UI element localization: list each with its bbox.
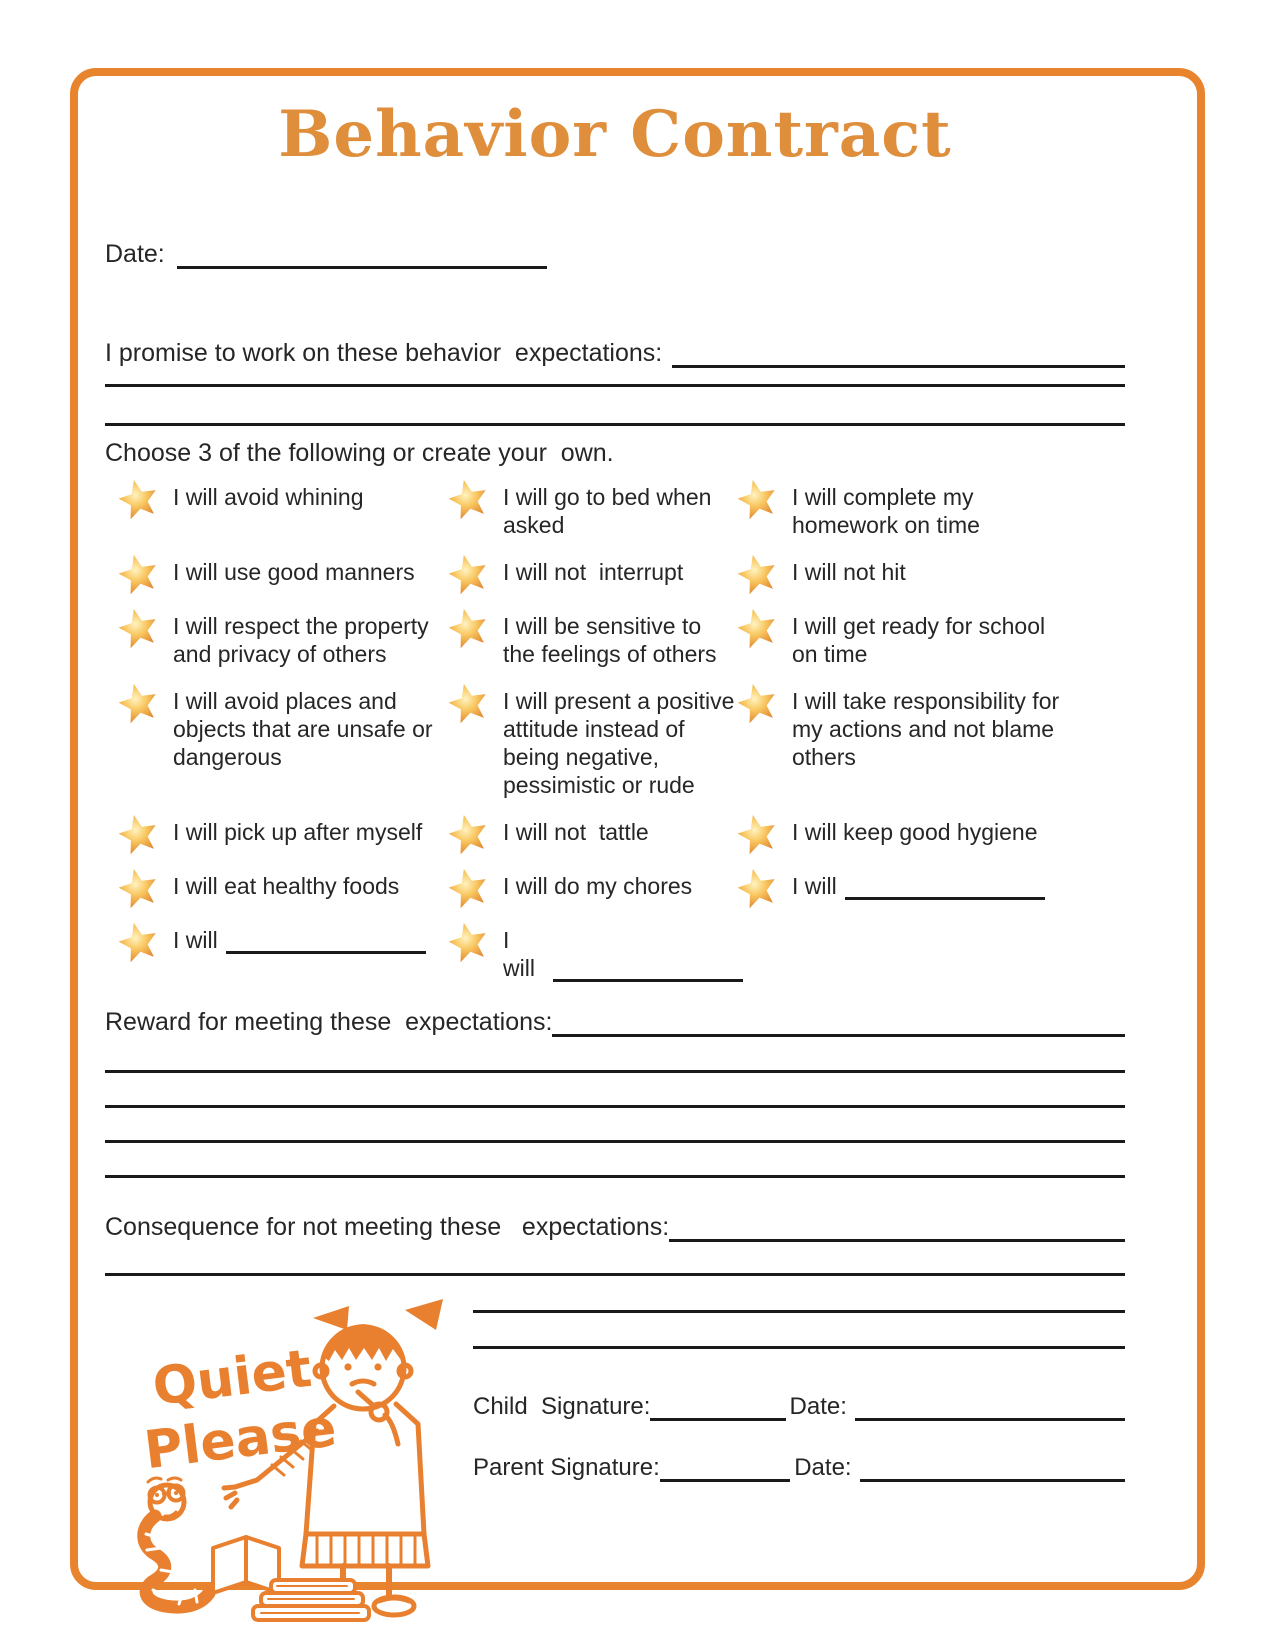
parent-signature-label: Parent Signature: <box>473 1454 660 1481</box>
expectation-text: I will <box>173 927 218 953</box>
girl-bangs <box>325 1324 401 1361</box>
star-icon <box>444 549 492 597</box>
parent-signature-row <box>473 1454 1125 1482</box>
reward-label: Reward for meeting these expectations: <box>105 1008 553 1036</box>
parent-date-line[interactable] <box>860 1455 1125 1482</box>
promise-input-line[interactable] <box>672 339 1125 368</box>
expectation-item-empty <box>737 926 1125 982</box>
expectation-text: I will complete my homework on time <box>792 484 980 538</box>
fill-in-blank-line[interactable] <box>226 927 426 954</box>
star-icon <box>444 809 492 857</box>
expectation-item <box>118 818 448 853</box>
star-icon <box>114 603 162 651</box>
star-icon <box>733 474 781 522</box>
star-icon <box>444 474 492 522</box>
parent-date-label: Date: <box>794 1454 852 1481</box>
star-icon <box>114 474 162 522</box>
expectation-item <box>737 818 1125 853</box>
parent-signature-line[interactable] <box>660 1455 790 1482</box>
star-icon <box>114 809 162 857</box>
writing-line[interactable] <box>105 384 1125 387</box>
reward-field-row <box>105 1008 1125 1037</box>
choose-instruction: Choose 3 of the following or create your own. <box>105 439 614 467</box>
expectation-text: I will respect the property and privacy of others <box>173 613 436 667</box>
expectation-text: I will take responsibility for my actions and not blame others <box>792 688 1066 770</box>
expectation-text: I will <box>503 927 535 981</box>
child-date-line[interactable] <box>855 1394 1125 1421</box>
quiet-word: Quiet <box>149 1338 315 1418</box>
expectation-item <box>118 687 448 799</box>
child-signature-label: Child Signature: <box>473 1393 651 1420</box>
writing-line[interactable] <box>105 1105 1125 1108</box>
star-icon <box>444 603 492 651</box>
expectation-item <box>118 558 448 593</box>
consequence-input-line[interactable] <box>669 1213 1125 1242</box>
pigtail-right <box>405 1299 443 1330</box>
expectations-grid <box>105 483 1125 982</box>
writing-line[interactable] <box>105 1273 1125 1276</box>
pigtail-left <box>313 1306 349 1330</box>
expectation-text: I will get ready for school on time <box>792 613 1052 667</box>
bottom-section <box>105 1278 1125 1622</box>
quiet-please-illustration <box>105 1278 465 1622</box>
expectation-item <box>448 687 741 799</box>
writing-line[interactable] <box>105 423 1125 426</box>
star-icon <box>733 678 781 726</box>
expectation-item <box>737 558 1125 593</box>
star-icon <box>733 603 781 651</box>
expectation-item <box>737 483 1125 539</box>
expectation-text: I will go to bed when asked <box>503 484 718 538</box>
writing-line[interactable] <box>473 1346 1125 1349</box>
expectation-item-blank <box>448 926 737 982</box>
expectation-text: I will eat healthy foods <box>173 873 400 899</box>
expectation-text: I will not tattle <box>503 819 649 845</box>
date-input-line[interactable] <box>177 240 547 269</box>
star-icon <box>733 863 781 911</box>
consequence-field-row <box>105 1213 1125 1242</box>
expectation-item-blank <box>118 926 448 982</box>
star-icon <box>444 917 492 965</box>
child-date-label: Date: <box>789 1393 847 1420</box>
expectation-item <box>448 872 737 907</box>
expectation-text: I will not hit <box>792 559 906 585</box>
expectation-text: I will be sensitive to the feelings of others <box>503 613 717 667</box>
expectation-item <box>448 483 737 539</box>
expectation-text: I will present a positive attitude instead of being negative, pessimistic or rude <box>503 688 741 798</box>
expectation-item-blank <box>737 872 1125 907</box>
writing-line[interactable] <box>105 1175 1125 1178</box>
expectation-item <box>118 483 448 539</box>
page-title: Behavior Contract <box>278 97 952 172</box>
expectation-item <box>118 612 448 668</box>
fill-in-blank-line[interactable] <box>845 873 1045 900</box>
please-word: Please <box>141 1398 340 1482</box>
star-icon <box>444 863 492 911</box>
star-icon <box>114 549 162 597</box>
promise-field-row <box>105 339 1125 368</box>
star-icon <box>114 917 162 965</box>
expectation-text: I will pick up after myself <box>173 819 423 845</box>
reward-input-line[interactable] <box>552 1008 1125 1037</box>
star-icon <box>733 549 781 597</box>
writing-line[interactable] <box>473 1310 1125 1313</box>
fill-in-blank-line[interactable] <box>553 955 743 982</box>
expectation-item <box>448 558 737 593</box>
expectation-text: I will <box>792 873 837 899</box>
star-icon <box>733 809 781 857</box>
expectation-item <box>737 612 1125 668</box>
star-icon <box>444 678 492 726</box>
page-border-frame <box>70 68 1205 1590</box>
star-icon <box>114 678 162 726</box>
expectation-item <box>448 612 737 668</box>
star-icon <box>114 863 162 911</box>
promise-label: I promise to work on these behavior expectations: <box>105 339 663 367</box>
expectation-item <box>737 687 1125 799</box>
child-signature-row <box>473 1393 1125 1421</box>
expectation-text: I will not interrupt <box>503 559 684 585</box>
expectation-text: I will avoid whining <box>173 484 364 510</box>
date-label: Date: <box>105 240 165 268</box>
signature-column <box>465 1278 1125 1622</box>
date-field-row <box>105 240 1125 269</box>
expectation-text: I will avoid places and objects that are unsafe or dangerous <box>173 688 439 770</box>
writing-line[interactable] <box>105 1070 1125 1073</box>
child-signature-line[interactable] <box>650 1394 785 1421</box>
consequence-label: Consequence for not meeting these expectations: <box>105 1213 670 1241</box>
expectation-text: I will do my chores <box>503 873 693 899</box>
expectation-item <box>448 818 737 853</box>
expectation-text: I will use good manners <box>173 559 415 585</box>
expectation-item <box>118 872 448 907</box>
expectation-text: I will keep good hygiene <box>792 819 1038 845</box>
writing-line[interactable] <box>105 1140 1125 1143</box>
